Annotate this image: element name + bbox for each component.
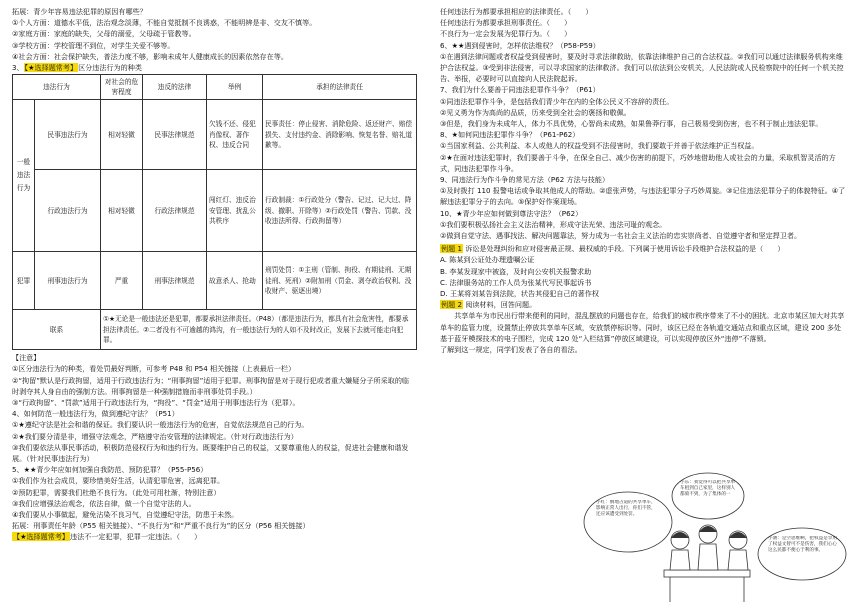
text-line: 9、同违法行为作斗争的常见方法（P62 方法与技能） [440,175,610,185]
table-cell: 故意杀人、抢劫 [207,252,263,310]
example-question-2 [440,299,848,310]
exam-tag: 【★选择题常考】 [24,63,78,73]
speech-bubble-right-text-box [768,536,838,574]
text-line: ①区分违法行为的种类，看处罚最好判断，可参考 P48 和 P54 相关链接（上表最后一栏） [12,364,296,374]
table-header-cell: 承担的法律责任 [263,75,417,100]
right-column [440,6,848,355]
table-cell: 民事法律规范 [143,100,207,170]
students-discussion-illustration [580,470,850,604]
table-cell: 行政违法行为 [35,170,101,252]
text-line: ④社会方面：社会保护缺失，普法力度不够，影响未成年人健康成长的因素依然存在等。 [12,51,288,61]
table-row [13,252,417,310]
table-cell: 行政法律规范 [143,170,207,252]
section-title: 区分违法行为的种类 [78,63,142,73]
table-cell: ①★无论是一般违法还是犯罪，都要承担法律责任。（P48）（都是违法行为，都具有社会危害性，都要承担法律责任。②二者没有不可逾越的鸿沟，有一般违法行为的人如不及时改正，发展下去就可能走向犯罪。 [101,310,417,350]
text-line: ③学校方面：学校管理不到位，对学生关爱不够等。 [12,40,175,50]
table-row [13,310,417,350]
speech-bubble-middle-text-box [680,480,738,514]
table-header-cell: 违反的法律 [143,75,207,100]
exam-tag: 【★选择题常考】 [13,532,70,542]
text-line: ②预防犯罪，需要我们杜绝不良行为。（此处可用杜渐，特别注意） [12,487,221,497]
student-figure-middle [698,525,718,570]
text-line: ②★我们要分清是非，增强守法观念，严格遵守治安管理的法律规定。（针对行政违法行为） [12,431,298,441]
option-a: A. 陈某到公证处办理遗嘱公证 [440,255,535,265]
text-line: 6、★★遇到侵害时，怎样依法维权？（P58-P59） [440,40,600,50]
text-line: ①我们要积极弘扬社会主义法治精神，形成守法光荣、违法可耻的观念。 [440,219,667,229]
text-paragraph: ②“拘留”默认是行政拘留，适用于行政违法行为；“刑事拘留”适用于犯罪。刑事拘留是对于现行犯或者重大嫌疑分子所采取的临时剥夺其人身自由的强制方法。刑事拘留是一种强制措施而非刑事处罚手段。） [12,375,410,396]
table-cell: 欠钱不还、侵犯肖像权、著作权、违反合同 [207,100,263,170]
text-line: ①我们作为社会成员，要珍惜美好生活，认清犯罪危害，远离犯罪。 [12,476,225,486]
violation-types-table [12,74,417,350]
table-row [13,100,417,170]
speech-bubble-left-text-box [596,500,660,546]
section-heading [12,62,416,73]
text-line: 任何违法行为都要承担相应的法律责任。（ ） [440,7,593,16]
text-line: ①同违法犯罪作斗争，是包括我们青少年在内的全体公民义不容辞的责任。 [440,96,674,106]
text-line: 10、★青少年应如何做到尊法守法？（P62） [440,208,583,218]
text-line: 拓展：青少年容易违法犯罪的原因有哪些？ [12,7,147,16]
text-line: 拓展：刑事责任年龄（P55 相关链接）、“不良行为”和“严重不良行为”的区分（P56 相关链接） [12,521,310,531]
text-paragraph: ③我们要依法从事民事活动，积极防范侵权行为和违约行为。既要维护自己的权益，又要尊重他人的权益，促进社会健康和谐发展。（针对民事违法行为） [12,442,409,464]
table-cell: 民事违法行为 [35,100,101,170]
example-tag: 例题 1 [441,244,462,254]
option-d: D. 王某将刘某告到法院，状告其侵犯自己的著作权 [440,289,599,299]
text-paragraph: ①在遇到法律问题或者权益受到侵害时，要及时寻求法律救助，依靠法律维护自己的合法权益。②我们可以通过法律服务机构来维护合法权益。③受到非法侵害，可以寻求国家的法律救济。我们可以依法到公安机关，人民法院或人民检察院中的任何一个机关控告、举报，必要时可以直接向人民法院起诉。 [440,51,844,84]
text-paragraph: ②★在面对违法犯罪时，我们要善于斗争，在保全自己、减少伤害的前提下，巧妙地借助他人或社会的力量，采取机智灵活的方式，同违法犯罪作斗争。 [440,152,836,173]
text-line: ③“行政拘留”、“罚款”适用于行政违法行为，“拘役”、“罚金”适用于刑事违法行为（犯罪）。 [12,398,300,408]
table-cell: 相对轻微 [101,100,143,170]
text-line: ④我们要从小事做起，避免沾染不良习气，自觉遵纪守法，防患于未然。 [12,510,239,520]
left-column [12,6,416,543]
table-row [13,170,417,252]
table-cell: 闯红灯、违反治安管理、扰乱公共秩序 [207,170,263,252]
table-cell: 刑事违法行为 [35,252,101,310]
speech-bubble-middle-text: 小东：我觉得可以把共享单车租到自己家里，这样别人都骑不到，为了集体的一 [680,480,736,497]
text-paragraph: ③但是，我们身为未成年人，体力不具优势，心智尚未成熟，如果鲁莽行事，自己极易受到伤害，也不利于制止违法犯罪。 [440,119,823,129]
text-paragraph: ②做到自觉守法、遇事找法、解决问题靠法，努力成为一名社会主义法治的忠实崇尚者、自觉遵守者和坚定捍卫者。 [440,231,802,241]
example-tag: 例题 2 [441,300,462,310]
text-line: ②家庭方面：家庭的缺失，父母的溺爱，父母疏于管教等。 [12,29,196,39]
question-text: 违法不一定犯罪，犯罪一定违法。（ ） [70,532,202,542]
text-line: ①个人方面：道德水平低，法治观念淡薄，不能自觉抵制不良诱惑，不能明辨是非、交友不慎等。 [12,18,317,28]
table-cell: 行政制裁：①行政处分（警告、记过、记大过、降级、撤职、开除等）②行政处罚（警告、罚款、没收违法所得、行政拘留等） [263,170,417,252]
question-text: 诉讼是处理纠纷和应对侵害最正规、最权威的手段。下列属于使用诉讼手段维护合法权益的是（ ） [465,244,785,254]
text-line: 8、★如何同违法犯罪作斗争？（P61-P62） [440,130,580,140]
table-cell: 民事责任：停止侵害、消除危险、返还财产、赔偿损失、支付违约金、消除影响、恢复名誉、赔礼道歉等。 [263,100,417,170]
text-line: ②见义勇为作为高尚的品质，历来受到全社会的褒扬和敬佩。 [440,107,631,117]
text-line: 5、★★青少年应如何加强自我防范、预防犯罪？（P55-P56） [12,465,208,475]
table-group-label: 一般违法行为 [13,100,35,252]
table-group-label: 联系 [13,310,101,350]
option-b: B. 李某发现家中被盗，及时向公安机关报警求助 [440,266,592,276]
text-line: 4、如何防范一般违法行为，做到遵纪守法？（P51） [12,409,179,419]
text-paragraph: ①及时拨打 110 报警电话或争取其他成人的帮助。②虚张声势，与违法犯罪分子巧妙周旋。③记住违法犯罪分子的体貌特征。④了解违法犯罪分子的去向。⑤保护好作案现场。 [440,186,846,207]
text-line: 7、我们为什么要善于同违法犯罪作斗争？（P61） [440,85,600,95]
text-line: 了解到这一规定，同学们发表了各自的看法。 [440,345,582,355]
question-text: 阅读材料，回答问题。 [465,300,537,310]
text-line: ①当国家利益、公共利益、本人或他人的权益受到不法侵害时，我们要敢于并善于依法维护正当权益。 [440,141,759,151]
text-line: ①★遵纪守法是社会和谐的保证。我们要认识一般违法行为的危害，自觉依法规范自己的行为。 [12,420,309,430]
text-line: 不良行为一定会发展为犯罪行为。（ ） [440,29,572,39]
option-c: C. 法律服务站的工作人员为张某代写民事起诉书 [440,277,592,287]
desk [664,570,750,577]
table-header-row [13,75,417,100]
speech-bubble-left-text: 小红：倒地占道的共享单车，影响正常人出行，你们不管，还应该遭受到处罚。 [596,500,656,517]
material-paragraph: 共享单车为市民出行带来便利的同时，混乱摆放的问题也存在，给我们的城市秩序带来了不小的困扰。北京市某区加大对共享单车的监管力度，设置禁止停放共享单车区域，安放禁停标识等。同时，该区已经在各轨道交通站点和重点区域，建设 200 多处基于蓝牙模探技术的电子围栏，完成 120 处“入栏结算”停放区域建设，可以实现停放区外“违停”不落锁。 [440,311,845,343]
text-line: 任何违法行为都要承担刑事责任。（ ） [440,18,572,28]
example-question-1 [440,243,848,254]
note-heading: 【注意】 [12,353,41,363]
text-line: ③我们应增强法治观念，依法自律，做一个自觉守法的人。 [12,498,196,508]
table-group-label: 犯罪 [13,252,35,310]
student-figure-left [670,531,690,570]
judgement-question [12,531,416,542]
student-figure-right [728,531,748,570]
table-cell: 严重 [101,252,143,310]
section-number: 3、 [12,63,24,73]
table-cell: 相对轻微 [101,170,143,252]
table-cell: 刑事法律规范 [143,252,207,310]
speech-bubble-right-text: 小涵：是空思维啊，把权益是享用了权益文智可不是伤害，我们心心这么民都不便心于利的事。 [768,536,837,553]
table-cell: 刑罚处罚：①主刑（管制、拘役、有期徒刑、无期徒刑、死刑）②附加刑（罚金、剥夺政治权利、没收财产、驱逐出境） [263,252,417,310]
table-header-cell: 举例 [207,75,263,100]
table-header-cell: 违法行为 [13,75,101,100]
table-header-cell: 对社会的危害程度 [101,75,143,100]
